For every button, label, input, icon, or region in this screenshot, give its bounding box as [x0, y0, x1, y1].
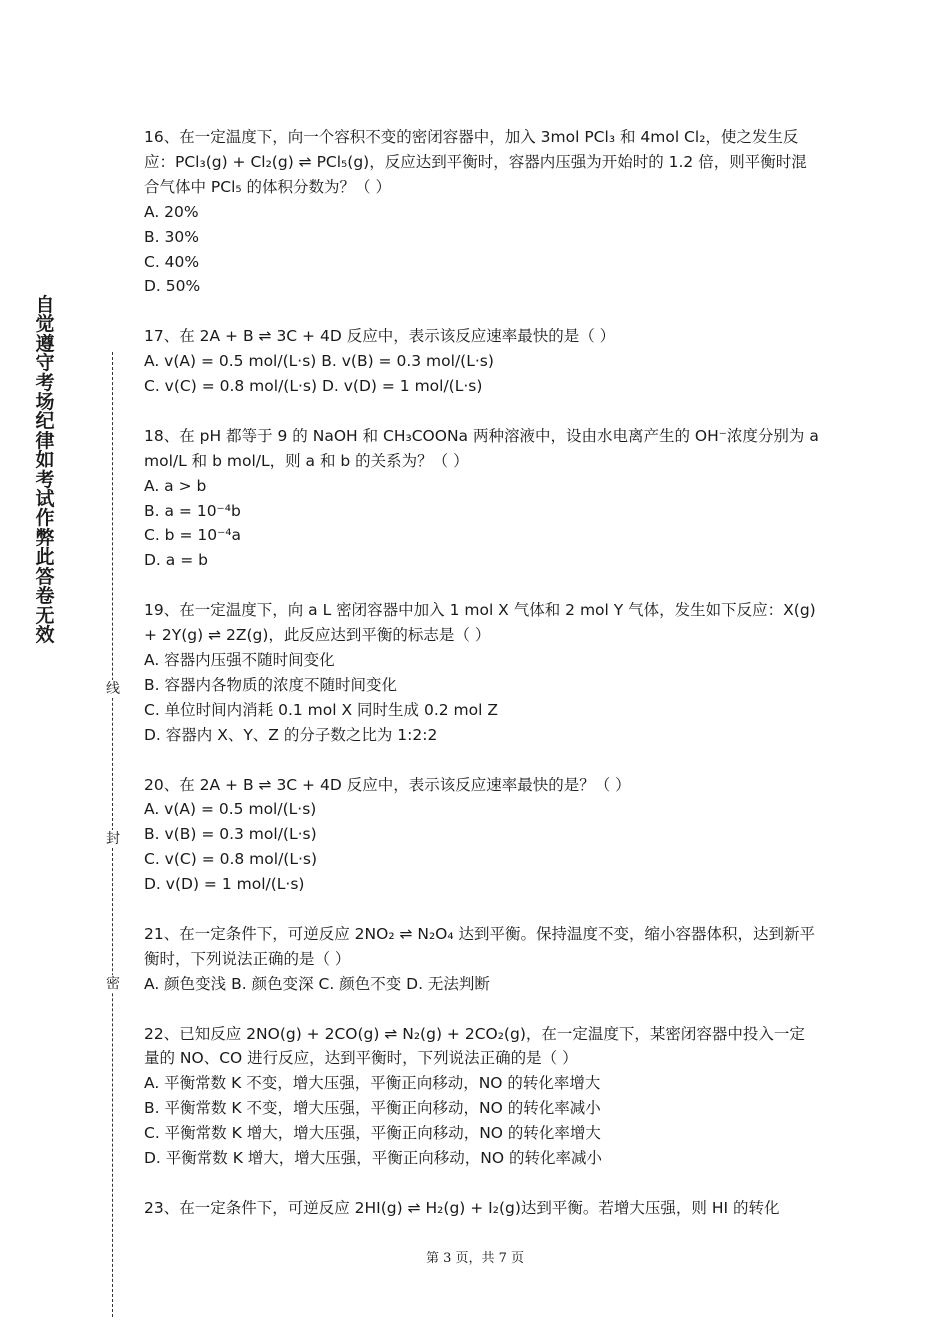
question-number: 22、	[144, 1024, 180, 1043]
option-a: A. a > b	[144, 476, 207, 495]
question-stem: 在 pH 都等于 9 的 NaOH 和 CH₃COONa 两种溶液中，设由水电离产生的 OH⁻浓度分别为 a mol/L 和 b mol/L，则 a 和 b 的关系为？（ ）	[144, 426, 819, 470]
option-b: B. 容器内各物质的浓度不随时间变化	[144, 675, 397, 694]
options-c-d: C. v(C) = 0.8 mol/(L·s) D. v(D) = 1 mol/(L·s)	[144, 377, 483, 396]
question-stem: 在一定条件下，可逆反应 2NO₂ ⇌ N₂O₄ 达到平衡。保持温度不变，缩小容器体积，达到新平衡时，下列说法正确的是（ ）	[144, 924, 816, 968]
question-list	[144, 125, 820, 1221]
option-a: A. 容器内压强不随时间变化	[144, 650, 335, 669]
question-stem: 在一定温度下，向 a L 密闭容器中加入 1 mol X 气体和 2 mol Y 气体，发生如下反应：X(g) + 2Y(g) ⇌ 2Z(g)，此反应达到平衡的标志是（ ）	[144, 601, 816, 645]
question-stem: 在一定条件下，可逆反应 2HI(g) ⇌ H₂(g) + I₂(g)达到平衡。若增大压强，则 HI 的转化	[179, 1198, 780, 1217]
option-b: B. 30%	[144, 227, 199, 246]
binding-label-secret: 密	[106, 976, 120, 992]
question-number: 18、	[144, 426, 180, 445]
option-a: A. 平衡常数 K 不变，增大压强，平衡正向移动，NO 的转化率增大	[144, 1074, 601, 1093]
question-stem: 在 2A + B ⇌ 3C + 4D 反应中，表示该反应速率最快的是？（ ）	[179, 775, 631, 794]
question-number: 21、	[144, 924, 180, 943]
question-number: 20、	[144, 775, 180, 794]
question-19	[144, 598, 820, 747]
question-number: 19、	[144, 601, 180, 620]
question-number: 16、	[144, 128, 180, 146]
options-a-b: A. v(A) = 0.5 mol/(L·s) B. v(B) = 0.3 mol/(L·s)	[144, 352, 494, 371]
option-d: D. a = b	[144, 551, 208, 570]
question-number: 23、	[144, 1198, 180, 1217]
option-b: B. v(B) = 0.3 mol/(L·s)	[144, 825, 317, 844]
exam-discipline-notice: 自觉遵守考场纪律如考试作弊此答卷无效	[35, 294, 55, 646]
options-a-d: A. 颜色变浅 B. 颜色变深 C. 颜色不变 D. 无法判断	[144, 974, 490, 993]
option-c: C. 40%	[144, 252, 200, 271]
question-23	[144, 1196, 820, 1221]
page-footer: 第 3 页，共 7 页	[425, 1251, 525, 1266]
option-a: A. 20%	[144, 202, 199, 221]
option-b: B. 平衡常数 K 不变，增大压强，平衡正向移动，NO 的转化率减小	[144, 1099, 601, 1118]
question-21	[144, 922, 820, 997]
option-c: C. v(C) = 0.8 mol/(L·s)	[144, 850, 318, 869]
question-20	[144, 773, 820, 898]
option-c: C. 单位时间内消耗 0.1 mol X 同时生成 0.2 mol Z	[144, 700, 498, 719]
binding-label-line: 线	[106, 681, 120, 697]
question-18	[144, 424, 820, 573]
question-stem: 在一定温度下，向一个容积不变的密闭容器中，加入 3mol PCl₃ 和 4mol Cl₂，使之发生反应：PCl₃(g) + Cl₂(g) ⇌ PCl₅(g)，反应达到平衡时，容器内压强为开始时的 1.2 倍，则平衡时混合气体中 PCl₅ 的体积分数为？（ ）	[144, 128, 807, 196]
question-stem: 在 2A + B ⇌ 3C + 4D 反应中，表示该反应速率最快的是（ ）	[179, 327, 616, 346]
question-22	[144, 1022, 820, 1171]
option-d: D. 50%	[144, 277, 201, 296]
question-stem: 已知反应 2NO(g) + 2CO(g) ⇌ N₂(g) + 2CO₂(g)，在一定温度下，某密闭容器中投入一定量的 NO、CO 进行反应，达到平衡时，下列说法正确的是（ ）	[144, 1024, 805, 1068]
option-d: D. v(D) = 1 mol/(L·s)	[144, 875, 305, 894]
option-d: D. 容器内 X、Y、Z 的分子数之比为 1:2:2	[144, 725, 438, 744]
option-a: A. v(A) = 0.5 mol/(L·s)	[144, 800, 317, 819]
question-number: 17、	[144, 327, 180, 346]
option-d: D. 平衡常数 K 增大，增大压强，平衡正向移动，NO 的转化率减小	[144, 1149, 603, 1168]
option-c: C. 平衡常数 K 增大，增大压强，平衡正向移动，NO 的转化率增大	[144, 1124, 601, 1143]
question-16	[144, 125, 820, 299]
binding-label-seal: 封	[106, 831, 120, 847]
option-c: C. b = 10⁻⁴a	[144, 526, 241, 545]
option-b: B. a = 10⁻⁴b	[144, 501, 241, 520]
question-17	[144, 324, 820, 399]
